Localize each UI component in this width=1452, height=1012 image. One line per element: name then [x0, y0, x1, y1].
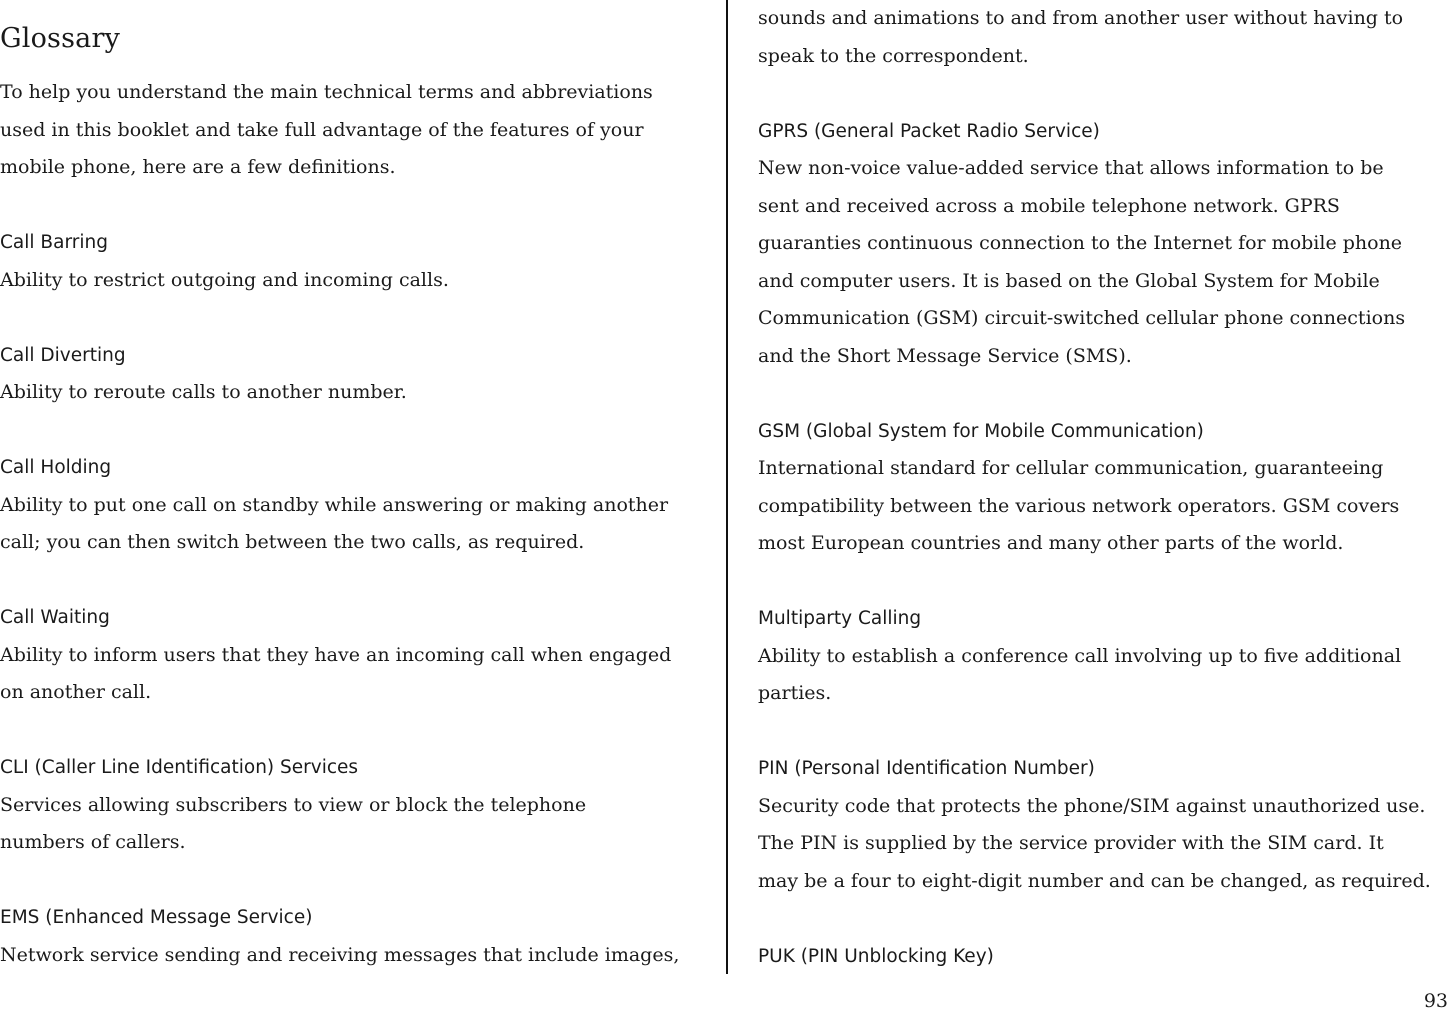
term-pin: PIN (Personal Identification Number): [758, 758, 1095, 779]
term-multiparty-calling: Multiparty Calling: [758, 608, 922, 629]
intro-line: mobile phone, here are a few definitions.: [0, 156, 396, 178]
intro-line: used in this booklet and take full advantage of the features of your: [0, 118, 644, 141]
left-column: [0, 0, 715, 974]
term-gsm: GSM (Global System for Mobile Communication): [758, 420, 1204, 442]
definition-line: Communication (GSM) circuit-switched cellular phone connections: [758, 307, 1406, 329]
term-ems: EMS (Enhanced Message Service): [0, 907, 313, 928]
definition-line: on another call.: [0, 681, 152, 703]
right-column: [758, 0, 1450, 975]
definition-line: New non-voice value-added service that allows information to be: [758, 157, 1384, 179]
definition-line: and computer users. It is based on the Global System for Mobile: [758, 269, 1380, 292]
definition-line: Security code that protects the phone/SIM against unauthorized use.: [758, 794, 1426, 817]
definition-line: Ability to put one call on standby while answering or making another: [0, 493, 669, 516]
continuation-line: sounds and animations to and from another user without having to: [758, 7, 1404, 29]
definition-line: compatibility between the various network operators. GSM covers: [758, 494, 1400, 517]
term-puk: PUK (PIN Unblocking Key): [758, 945, 994, 967]
term-gprs: GPRS (General Packet Radio Service): [758, 120, 1100, 142]
definition-line: International standard for cellular communication, guaranteeing: [758, 457, 1384, 479]
column-divider: [726, 0, 728, 974]
definition-line: Network service sending and receiving messages that include images,: [0, 943, 680, 966]
term-cli-services: CLI (Caller Line Identification) Services: [0, 757, 359, 778]
definition-line: numbers of callers.: [0, 831, 186, 853]
definition-line: call; you can then switch between the two calls, as required.: [0, 531, 585, 553]
intro-line: To help you understand the main technical terms and abbreviations: [0, 81, 653, 103]
term-call-holding: Call Holding: [0, 457, 112, 478]
page-title: Glossary: [0, 23, 121, 54]
page-number: 93: [1423, 990, 1448, 1012]
definition-line: sent and received across a mobile telephone network. GPRS: [758, 194, 1340, 217]
definition-line: parties.: [758, 682, 832, 704]
continuation-line: speak to the correspondent.: [758, 44, 1029, 67]
definition-line: Ability to inform users that they have an incoming call when engaged: [0, 643, 672, 666]
definition-line: and the Short Message Service (SMS).: [758, 344, 1132, 367]
definition-line: guaranties continuous connection to the Internet for mobile phone: [758, 232, 1403, 254]
term-call-waiting: Call Waiting: [0, 607, 110, 628]
term-call-diverting: Call Diverting: [0, 344, 126, 366]
definition-line: Ability to restrict outgoing and incoming calls.: [0, 268, 449, 291]
definition-line: may be a four to eight-digit number and can be changed, as required.: [758, 869, 1431, 892]
definition-line: The PIN is supplied by the service provider with the SIM card. It: [758, 832, 1384, 854]
definition-line: Services allowing subscribers to view or block the telephone: [0, 793, 587, 816]
definition-line: Ability to reroute calls to another number.: [0, 381, 407, 403]
definition-line: most European countries and many other parts of the world.: [758, 532, 1344, 554]
definition-line: Ability to establish a conference call involving up to five additional: [758, 644, 1402, 667]
term-call-barring: Call Barring: [0, 232, 108, 253]
